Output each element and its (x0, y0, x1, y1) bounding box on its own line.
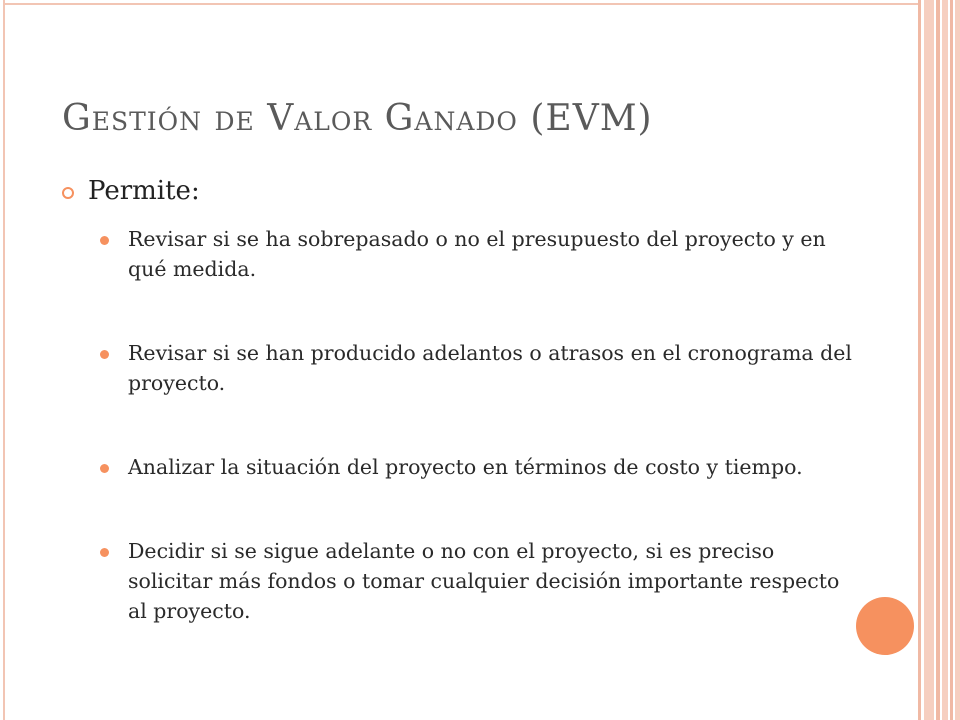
list-item-text: Analizar la situación del proyecto en términos de costo y tiempo. (128, 455, 803, 479)
intro-text: Permite: (88, 176, 200, 206)
list-item (100, 536, 860, 626)
decorative-stripes (918, 0, 960, 720)
dot-bullet-icon (100, 236, 109, 245)
stripe (924, 0, 934, 720)
list-item (100, 452, 860, 482)
slide-border-top (3, 3, 918, 5)
list-item-text: Revisar si se han producido adelantos o atrasos en el cronograma del proyecto. (128, 341, 852, 395)
slide-border-left (3, 0, 5, 720)
list-item (100, 224, 860, 284)
ring-bullet-icon (62, 187, 74, 199)
bullet-list (100, 224, 860, 626)
intro-item (62, 176, 200, 206)
stripe (955, 0, 960, 720)
list-item (100, 338, 860, 398)
list-item-text: Decidir si se sigue adelante o no con el proyecto, si es preciso solicitar más fondos o tomar cualquier decisión importante respecto al proyecto. (128, 539, 840, 623)
list-item-text: Revisar si se ha sobrepasado o no el presupuesto del proyecto y en qué medida. (128, 227, 826, 281)
dot-bullet-icon (100, 350, 109, 359)
stripe (950, 0, 953, 720)
stripe (942, 0, 948, 720)
slide-title: Gestión de Valor Ganado (EVM) (62, 98, 653, 139)
stripe (918, 0, 921, 720)
decorative-circle (856, 597, 914, 655)
stripe (936, 0, 940, 720)
dot-bullet-icon (100, 464, 109, 473)
dot-bullet-icon (100, 548, 109, 557)
